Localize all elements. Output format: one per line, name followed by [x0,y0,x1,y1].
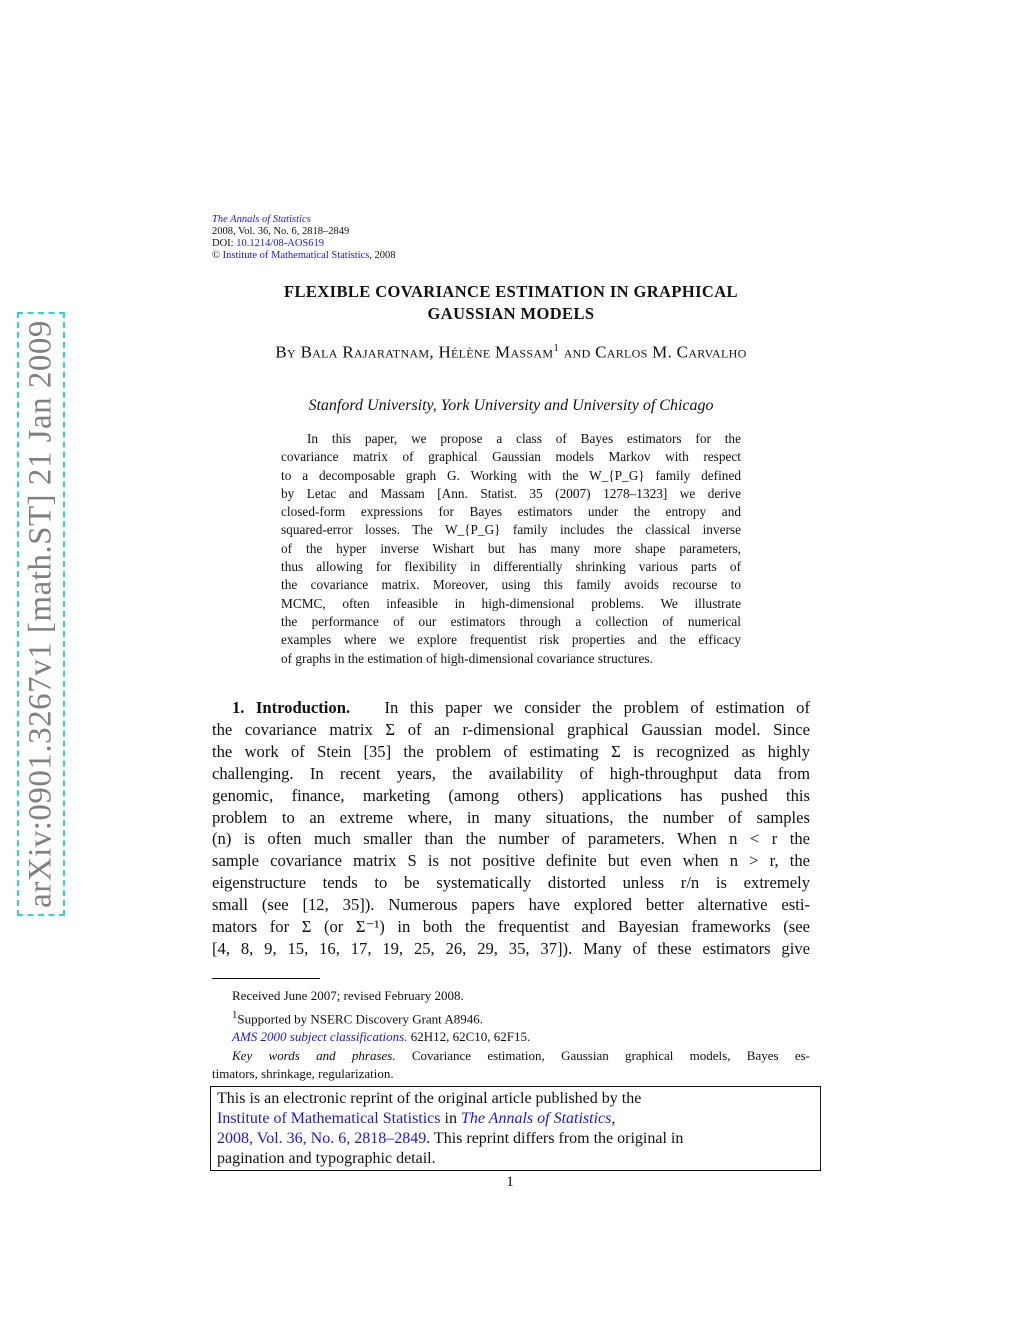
copyright-symbol: © [212,250,220,261]
abstract-line: the covariance matrix. Moreover, using this family avoids recourse to [281,577,741,593]
introduction-section [212,697,810,960]
reprint-citation-link[interactable]: 2008, Vol. 36, No. 6, 2818–2849 [217,1130,427,1147]
received-note: Received June 2007; revised February 2008. [232,988,464,1003]
doi-link[interactable]: 10.1214/08-AOS619 [236,238,325,249]
paper-title [212,281,810,325]
intro-line: eigenstructure tends to be systematically distorted unless r/n is extremely [212,873,810,893]
intro-first-line-text: In this paper we consider the problem of estimation of [384,698,810,717]
abstract-line: by Letac and Massam [Ann. Statist. 35 (2007) 1278–1323] we derive [281,485,741,501]
intro-line: sample covariance matrix S is not positive definite but even when n > r, the [212,851,810,871]
support-footnote-mark: 1 [232,1008,238,1021]
arxiv-identifier: arXiv:0901.3267v1 [math.ST] 21 Jan 2009 [22,320,59,908]
journal-issue: 2008, Vol. 36, No. 6, 2818–2849 [212,226,350,237]
reprint-line-3 [217,1129,814,1149]
intro-line: mators for Σ (or Σ⁻¹) in both the frequentist and Bayesian frameworks (see [212,917,810,937]
title-line-2: GAUSSIAN MODELS [427,304,595,323]
intro-line: the work of Stein [35] the problem of estimating Σ is recognized as highly [212,741,810,761]
abstract-line: examples where we explore frequentist risk properties and the efficacy [281,632,741,648]
abstract-line: closed-form expressions for Bayes estimators under the entropy and [281,504,741,520]
title-line-1: FLEXIBLE COVARIANCE ESTIMATION IN GRAPHICAL [284,282,738,301]
support-note [212,1006,810,1029]
support-text: Supported by NSERC Discovery Grant A8946. [237,1010,483,1026]
intro-line: (n) is often much smaller than the number of parameters. When n < r the [212,829,810,849]
abstract-line: of the hyper inverse Wishart but has many more shape parameters, [281,540,741,556]
abstract-line: the performance of our estimators through a collection of numerical [281,613,741,629]
abstract-line: of graphs in the estimation of high-dimensional covariance structures. [281,650,653,666]
reprint-notice-box [210,1086,821,1171]
page-number: 1 [506,1174,514,1190]
reprint-institute-link[interactable]: Institute of Mathematical Statistics [217,1110,441,1127]
reprint-line-1: This is an electronic reprint of the original article published by the [217,1090,642,1107]
ams-codes: 62H12, 62C10, 62F15. [407,1029,531,1045]
reprint-line-4: pagination and typographic detail. [217,1150,436,1167]
intro-line: problem to an extreme where, in many situations, the number of samples [212,807,810,827]
keywords-text: Covariance estimation, Gaussian graphical models, Bayes es- [395,1047,810,1063]
abstract-line: In this paper, we propose a class of Bayes estimators for the [307,431,741,446]
abstract-line: covariance matrix of graphical Gaussian models Markov with respect [281,449,741,465]
reprint-journal-link[interactable]: The Annals of Statistics [460,1110,612,1127]
ams-classification-link[interactable]: AMS 2000 subject classifications. [232,1029,408,1045]
institute-link[interactable]: Institute of Mathematical Statistics [222,250,370,261]
footnote-divider [212,978,320,979]
abstract-line: thus allowing for flexibility in differentially shrinking various parts of [281,559,741,575]
ams-classification [212,1028,810,1047]
keywords-line-2: timators, shrinkage, regularization. [212,1066,394,1082]
reprint-comma: , [611,1110,616,1127]
copyright-year: , 2008 [369,250,396,261]
arxiv-stamp [17,312,65,916]
journal-info [212,214,396,262]
intro-line: small (see [12, 35]). Numerous papers have explored better alternative esti- [212,895,810,915]
intro-line: the covariance matrix Σ of an r-dimensional graphical Gaussian model. Since [212,719,810,739]
author-footnote-mark: 1 [553,342,560,354]
section-heading: 1. Introduction. [232,698,351,717]
keywords-label: Key words and phrases. [232,1047,396,1063]
reprint-in: in [440,1110,461,1127]
abstract-line: squared-error losses. The W_{P_G} family includes the classical inverse [281,522,741,538]
authors [212,342,810,363]
reprint-line-2 [217,1109,814,1129]
affiliation: Stanford University, York University and University of Chicago [308,397,714,414]
intro-line [212,697,810,719]
authors-rest: and Carlos M. Carvalho [559,342,747,362]
authors-main: By Bala Rajaratnam, Hélène Massam [275,342,554,362]
intro-line: genomic, finance, marketing (among others) applications has pushed this [212,785,810,805]
reprint-line-3-rest: . This reprint differs from the original in [426,1130,684,1147]
journal-name-link[interactable]: The Annals of Statistics [212,214,311,225]
keywords-line-1 [212,1047,810,1066]
abstract-line: to a decomposable graph G. Working with the W_{P_G} family defined [281,467,741,483]
doi-label: DOI: [212,238,234,249]
abstract [281,430,741,668]
intro-line: challenging. In recent years, the availability of high-throughput data from [212,763,810,783]
footnotes [212,987,810,1084]
abstract-line: MCMC, often infeasible in high-dimensional problems. We illustrate [281,595,741,611]
intro-line: [4, 8, 9, 15, 16, 17, 19, 25, 26, 29, 35, 37]). Many of these estimators give [212,938,810,958]
